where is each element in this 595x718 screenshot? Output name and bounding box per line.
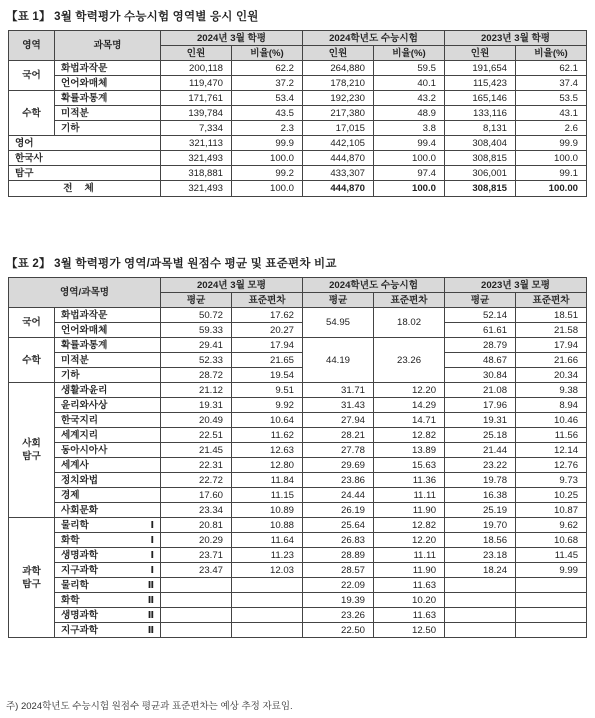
subject-label: 사회문화: [55, 503, 161, 518]
sd-cell: 10.25: [516, 488, 587, 503]
sd-cell: 9.51: [232, 383, 303, 398]
count-cell: 308,404: [445, 136, 516, 151]
count-cell: 139,784: [161, 106, 232, 121]
mean-cell: 23.18: [445, 548, 516, 563]
sd-cell: 10.89: [232, 503, 303, 518]
mean-cell: 61.61: [445, 323, 516, 338]
table-row: [9, 443, 587, 458]
ratio-cell: 100.0: [374, 181, 445, 197]
mean-cell: [445, 593, 516, 608]
sd-cell: 12.50: [374, 623, 445, 638]
count-cell: 264,880: [303, 61, 374, 76]
sd-cell: 11.84: [232, 473, 303, 488]
sd-cell: 12.63: [232, 443, 303, 458]
sd-cell: 12.20: [374, 383, 445, 398]
ratio-cell: 97.4: [374, 166, 445, 181]
sd-cell: 11.90: [374, 563, 445, 578]
subject-label: 물리학Ⅰ: [55, 518, 161, 533]
mean-cell: 29.41: [161, 338, 232, 353]
subject-label: 한국사: [9, 151, 161, 166]
sd-cell: 8.94: [516, 398, 587, 413]
subject-label: 생활과윤리: [55, 383, 161, 398]
table-row: [9, 473, 587, 488]
sd-cell: [232, 578, 303, 593]
sd-cell: [232, 608, 303, 623]
sd-cell: 14.29: [374, 398, 445, 413]
subject-label: 탐구: [9, 166, 161, 181]
table1-applicants: [8, 30, 587, 197]
mean-cell: 18.24: [445, 563, 516, 578]
mean-cell: 20.81: [161, 518, 232, 533]
count-cell: 115,423: [445, 76, 516, 91]
table-row: [9, 91, 587, 106]
area-social-line1: 사회: [22, 438, 41, 449]
header-2024-march: 2024년 3월 학평: [161, 31, 303, 46]
count-cell: 17,015: [303, 121, 374, 136]
header-ratio: 비율(%): [374, 46, 445, 61]
subject-label: 미적분: [55, 106, 161, 121]
count-cell: 308,815: [445, 151, 516, 166]
mean-cell: 23.34: [161, 503, 232, 518]
table1-title: 【표 1】 3월 학력평가 수능시험 영역별 응시 인원: [6, 11, 259, 23]
sd-cell: [516, 593, 587, 608]
ratio-cell: 99.4: [374, 136, 445, 151]
ratio-cell: 62.2: [232, 61, 303, 76]
count-cell: 321,493: [161, 181, 232, 197]
header-area: 영역: [9, 31, 55, 61]
ratio-cell: 59.5: [374, 61, 445, 76]
sd-cell: 11.62: [232, 428, 303, 443]
table-row: [9, 533, 587, 548]
table-row: [9, 413, 587, 428]
mean-cell: 23.86: [303, 473, 374, 488]
sd-cell: 11.11: [374, 488, 445, 503]
mean-cell: 25.19: [445, 503, 516, 518]
area-korean: 국어: [9, 61, 55, 91]
area-science-line1: 과학: [22, 565, 41, 577]
table-row: [9, 503, 587, 518]
header-count: 인원: [161, 46, 232, 61]
mean-cell: [161, 578, 232, 593]
mean-cell: 25.64: [303, 518, 374, 533]
mean-cell: 21.12: [161, 383, 232, 398]
sd-cell: 19.54: [232, 368, 303, 383]
count-cell: 133,116: [445, 106, 516, 121]
area-math: 수학: [9, 91, 55, 136]
subject-label: 화학Ⅱ: [55, 593, 161, 608]
ratio-cell: 53.4: [232, 91, 303, 106]
header-mean: 평균: [445, 293, 516, 308]
count-cell: 200,118: [161, 61, 232, 76]
mean-cell: 22.09: [303, 578, 374, 593]
mean-cell: 20.49: [161, 413, 232, 428]
sd-cell: 17.62: [232, 308, 303, 323]
area-science-line2: 탐구: [22, 578, 41, 590]
header-ratio: 비율(%): [232, 46, 303, 61]
ratio-cell: 43.1: [516, 106, 587, 121]
ratio-cell: 99.9: [516, 136, 587, 151]
sd-cell: 12.14: [516, 443, 587, 458]
ratio-cell: 2.6: [516, 121, 587, 136]
table-row: [9, 608, 587, 623]
count-cell: 191,654: [445, 61, 516, 76]
header-2023-march: 2023년 3월 학평: [445, 31, 587, 46]
sd-cell: 17.94: [232, 338, 303, 353]
sd-cell: 12.82: [374, 518, 445, 533]
sd-cell: [516, 608, 587, 623]
table-row: [9, 428, 587, 443]
ratio-cell: 62.1: [516, 61, 587, 76]
subject-label: 지구과학Ⅱ: [55, 623, 161, 638]
sd-cell: 10.46: [516, 413, 587, 428]
subject-label: 화법과작문: [55, 61, 161, 76]
mean-cell: 23.26: [303, 608, 374, 623]
sd-cell: 13.89: [374, 443, 445, 458]
sd-cell: 21.58: [516, 323, 587, 338]
area-social: [9, 383, 55, 518]
ratio-cell: 48.9: [374, 106, 445, 121]
sd-cell: 11.63: [374, 578, 445, 593]
table-row: [9, 623, 587, 638]
table-row: [9, 563, 587, 578]
header-ratio: 비율(%): [516, 46, 587, 61]
header-sd: 표준편차: [232, 293, 303, 308]
subject-label: 영어: [9, 136, 161, 151]
header-mean: 평균: [161, 293, 232, 308]
count-cell: 444,870: [303, 151, 374, 166]
sd-cell: 12.80: [232, 458, 303, 473]
sd-cell: 12.82: [374, 428, 445, 443]
mean-cell: 44.19: [303, 338, 374, 383]
mean-cell: 19.31: [161, 398, 232, 413]
mean-cell: 31.71: [303, 383, 374, 398]
mean-cell: 59.33: [161, 323, 232, 338]
table2-title: 【표 2】 3월 학력평가 영역/과목별 원점수 평균 및 표준편차 비교: [6, 258, 337, 270]
subject-label: 언어와매체: [55, 323, 161, 338]
count-cell: 321,113: [161, 136, 232, 151]
sd-cell: 17.94: [516, 338, 587, 353]
mean-cell: 25.18: [445, 428, 516, 443]
header-2024-suneung: 2024학년도 수능시험: [303, 31, 445, 46]
mean-cell: 23.47: [161, 563, 232, 578]
subject-label: 확률과통계: [55, 91, 161, 106]
subject-label: 한국지리: [55, 413, 161, 428]
ratio-cell: 43.2: [374, 91, 445, 106]
sd-cell: 9.73: [516, 473, 587, 488]
header-area-subject: 영역/과목명: [9, 278, 161, 308]
subject-label: 확률과통계: [55, 338, 161, 353]
count-cell: 321,493: [161, 151, 232, 166]
sd-cell: 15.63: [374, 458, 445, 473]
sd-cell: 11.45: [516, 548, 587, 563]
footnote: 주) 2024학년도 수능시험 원점수 평균과 표준편차는 예상 추정 자료임.: [6, 701, 293, 712]
count-cell: 306,001: [445, 166, 516, 181]
sd-cell: 10.68: [516, 533, 587, 548]
sd-cell: 11.56: [516, 428, 587, 443]
subject-label: 화법과작문: [55, 308, 161, 323]
table-row: [9, 398, 587, 413]
header-2023-march: 2023년 3월 모평: [445, 278, 587, 293]
header-count: 인원: [445, 46, 516, 61]
mean-cell: 21.44: [445, 443, 516, 458]
table-row: [9, 578, 587, 593]
ratio-cell: 99.1: [516, 166, 587, 181]
subject-label: 기하: [55, 121, 161, 136]
mean-cell: 28.21: [303, 428, 374, 443]
subject-label: 미적분: [55, 353, 161, 368]
ratio-cell: 100.0: [232, 181, 303, 197]
subject-label: 생명과학Ⅱ: [55, 608, 161, 623]
sd-cell: 9.62: [516, 518, 587, 533]
mean-cell: 31.43: [303, 398, 374, 413]
count-cell: 165,146: [445, 91, 516, 106]
sd-cell: [232, 623, 303, 638]
mean-cell: 28.57: [303, 563, 374, 578]
area-korean: 국어: [9, 308, 55, 338]
sd-cell: 21.66: [516, 353, 587, 368]
header-sd: 표준편차: [374, 293, 445, 308]
sd-cell: 10.88: [232, 518, 303, 533]
table-row: [9, 593, 587, 608]
header-sd: 표준편차: [516, 293, 587, 308]
mean-cell: 19.78: [445, 473, 516, 488]
table-row: [9, 151, 587, 166]
table-row: [9, 308, 587, 323]
table2-scores: [8, 277, 587, 638]
table-row: [9, 383, 587, 398]
ratio-cell: 100.0: [374, 151, 445, 166]
table-row: [9, 338, 587, 353]
sd-cell: 9.92: [232, 398, 303, 413]
mean-cell: 22.50: [303, 623, 374, 638]
count-cell: 442,105: [303, 136, 374, 151]
header-2024-suneung: 2024학년도 수능시험: [303, 278, 445, 293]
table-row: [9, 76, 587, 91]
mean-cell: 48.67: [445, 353, 516, 368]
mean-cell: 22.72: [161, 473, 232, 488]
count-cell: 433,307: [303, 166, 374, 181]
sd-cell: 20.27: [232, 323, 303, 338]
count-cell: 308,815: [445, 181, 516, 197]
sd-cell: [516, 623, 587, 638]
mean-cell: 21.45: [161, 443, 232, 458]
mean-cell: 50.72: [161, 308, 232, 323]
header-subject: 과목명: [55, 31, 161, 61]
ratio-cell: 100.0: [232, 151, 303, 166]
total-label: 전체: [9, 181, 161, 197]
mean-cell: 27.94: [303, 413, 374, 428]
header-count: 인원: [303, 46, 374, 61]
mean-cell: 19.70: [445, 518, 516, 533]
ratio-cell: 37.4: [516, 76, 587, 91]
sd-cell: 20.34: [516, 368, 587, 383]
header-mean: 평균: [303, 293, 374, 308]
sd-cell: [232, 593, 303, 608]
mean-cell: 24.44: [303, 488, 374, 503]
ratio-cell: 43.5: [232, 106, 303, 121]
table-row: [9, 368, 587, 383]
sd-cell: 9.38: [516, 383, 587, 398]
mean-cell: 22.51: [161, 428, 232, 443]
sd-cell: 9.99: [516, 563, 587, 578]
mean-cell: [445, 623, 516, 638]
mean-cell: 17.60: [161, 488, 232, 503]
count-cell: 7,334: [161, 121, 232, 136]
mean-cell: [161, 593, 232, 608]
area-social-line2: 탐구: [22, 451, 41, 462]
mean-cell: 28.72: [161, 368, 232, 383]
mean-cell: 23.22: [445, 458, 516, 473]
sd-cell: 11.64: [232, 533, 303, 548]
mean-cell: [445, 608, 516, 623]
subject-label: 생명과학Ⅰ: [55, 548, 161, 563]
subject-label: 윤리와사상: [55, 398, 161, 413]
sd-cell: 11.15: [232, 488, 303, 503]
mean-cell: 54.95: [303, 308, 374, 338]
mean-cell: 29.69: [303, 458, 374, 473]
total-row: [9, 181, 587, 197]
table-row: [9, 518, 587, 533]
mean-cell: 18.56: [445, 533, 516, 548]
sd-cell: 11.11: [374, 548, 445, 563]
mean-cell: 19.31: [445, 413, 516, 428]
mean-cell: 23.71: [161, 548, 232, 563]
ratio-cell: 40.1: [374, 76, 445, 91]
sd-cell: 21.65: [232, 353, 303, 368]
count-cell: 318,881: [161, 166, 232, 181]
table-row: [9, 106, 587, 121]
table-row: [9, 61, 587, 76]
ratio-cell: 100.0: [516, 151, 587, 166]
table-row: [9, 548, 587, 563]
ratio-cell: 99.2: [232, 166, 303, 181]
sd-cell: 10.64: [232, 413, 303, 428]
mean-cell: 21.08: [445, 383, 516, 398]
mean-cell: 28.89: [303, 548, 374, 563]
count-cell: 444,870: [303, 181, 374, 197]
ratio-cell: 53.5: [516, 91, 587, 106]
ratio-cell: 99.9: [232, 136, 303, 151]
mean-cell: 19.39: [303, 593, 374, 608]
mean-cell: [161, 608, 232, 623]
subject-label: 세계지리: [55, 428, 161, 443]
mean-cell: 26.83: [303, 533, 374, 548]
sd-cell: 12.20: [374, 533, 445, 548]
sd-cell: 23.26: [374, 338, 445, 383]
mean-cell: 27.78: [303, 443, 374, 458]
table-row: [9, 166, 587, 181]
mean-cell: 16.38: [445, 488, 516, 503]
sd-cell: 12.76: [516, 458, 587, 473]
mean-cell: 30.84: [445, 368, 516, 383]
ratio-cell: 2.3: [232, 121, 303, 136]
table-row: [9, 353, 587, 368]
count-cell: 119,470: [161, 76, 232, 91]
sd-cell: 11.90: [374, 503, 445, 518]
mean-cell: 28.79: [445, 338, 516, 353]
table-row: [9, 323, 587, 338]
sd-cell: 10.87: [516, 503, 587, 518]
subject-label: 화학Ⅰ: [55, 533, 161, 548]
count-cell: 192,230: [303, 91, 374, 106]
sd-cell: 11.63: [374, 608, 445, 623]
count-cell: 8,131: [445, 121, 516, 136]
mean-cell: 52.33: [161, 353, 232, 368]
subject-label: 경제: [55, 488, 161, 503]
subject-label: 기하: [55, 368, 161, 383]
sd-cell: 11.23: [232, 548, 303, 563]
table-row: [9, 458, 587, 473]
mean-cell: 17.96: [445, 398, 516, 413]
sd-cell: 10.20: [374, 593, 445, 608]
subject-label: 언어와매체: [55, 76, 161, 91]
table-row: [9, 136, 587, 151]
count-cell: 178,210: [303, 76, 374, 91]
header-2024-march: 2024년 3월 모평: [161, 278, 303, 293]
mean-cell: 20.29: [161, 533, 232, 548]
subject-label: 정치와법: [55, 473, 161, 488]
area-science: [9, 518, 55, 638]
subject-label: 동아시아사: [55, 443, 161, 458]
sd-cell: 18.51: [516, 308, 587, 323]
count-cell: 171,761: [161, 91, 232, 106]
mean-cell: 52.14: [445, 308, 516, 323]
area-math: 수학: [9, 338, 55, 383]
table-row: [9, 121, 587, 136]
ratio-cell: 100.00: [516, 181, 587, 197]
sd-cell: [516, 578, 587, 593]
mean-cell: 26.19: [303, 503, 374, 518]
subject-label: 지구과학Ⅰ: [55, 563, 161, 578]
sd-cell: 14.71: [374, 413, 445, 428]
sd-cell: 18.02: [374, 308, 445, 338]
subject-label: 물리학Ⅱ: [55, 578, 161, 593]
mean-cell: [445, 578, 516, 593]
sd-cell: 12.03: [232, 563, 303, 578]
table-row: [9, 488, 587, 503]
count-cell: 217,380: [303, 106, 374, 121]
mean-cell: [161, 623, 232, 638]
ratio-cell: 3.8: [374, 121, 445, 136]
mean-cell: 22.31: [161, 458, 232, 473]
sd-cell: 11.36: [374, 473, 445, 488]
ratio-cell: 37.2: [232, 76, 303, 91]
subject-label: 세계사: [55, 458, 161, 473]
